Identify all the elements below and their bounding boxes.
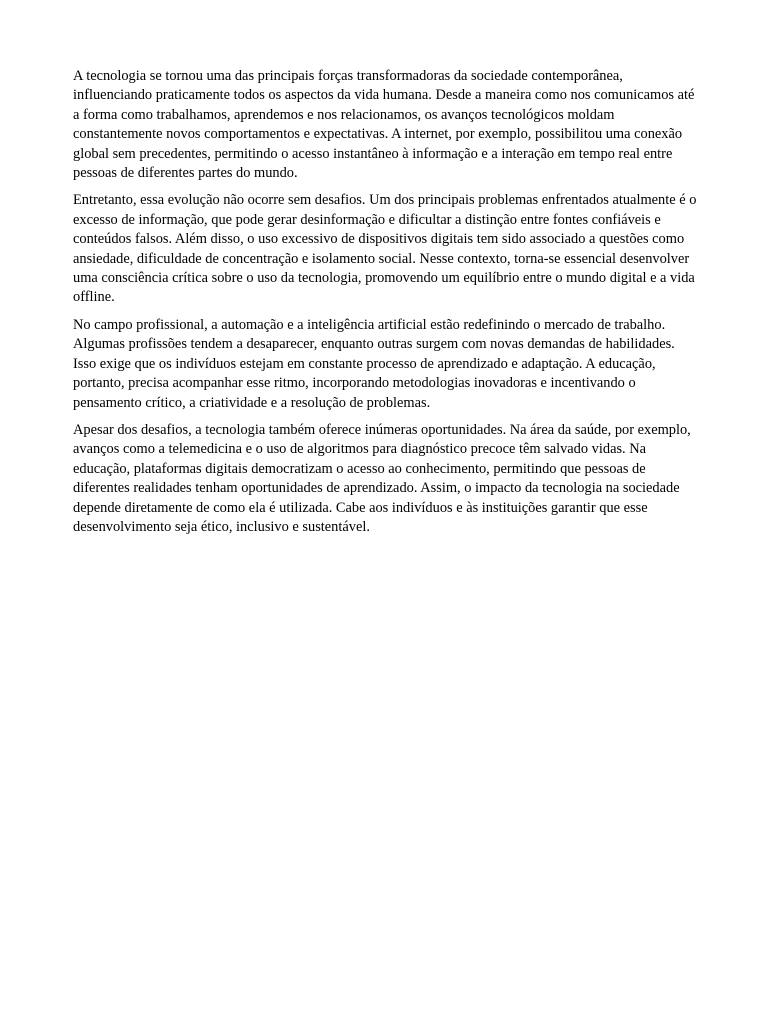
paragraph-1: A tecnologia se tornou uma das principais forças transformadoras da sociedade contemporânea, influenciando praticamente todos os aspectos da vida humana. Desde a maneira como nos comunicamos até a forma como trabalhamos, aprendemos e nos relacionamos, os avanços tecnológicos moldam constantemente novos comportamentos e expectativas. A internet, por exemplo, possibilitou uma conexão global sem precedentes, permitindo o acesso instantâneo à informação e a interação em tempo real entre pessoas de diferentes partes do mundo. bbox=[73, 68, 695, 182]
paragraph-2: Entretanto, essa evolução não ocorre sem desafios. Um dos principais problemas enfrentados atualmente é o excesso de informação, que pode gerar desinformação e dificultar a distinção entre fontes confiáveis e conteúdos falsos. Além disso, o uso excessivo de dispositivos digitais tem sido associado a questões como ansiedade, dificuldade de concentração e isolamento social. Nesse contexto, torna-se essencial desenvolver uma consciência crítica sobre o uso da tecnologia, promovendo um equilíbrio entre o mundo digital e a vida offline. bbox=[73, 192, 697, 306]
document-body bbox=[73, 67, 699, 545]
paragraph-4: Apesar dos desafios, a tecnologia também oferece inúmeras oportunidades. Na área da saúde, por exemplo, avanços como a telemedicina e o uso de algoritmos para diagnóstico precoce têm salvado vidas. Na educação, plataformas digitais democratizam o acesso ao conhecimento, permitindo que pessoas de diferentes realidades tenham oportunidades de aprendizado. Assim, o impacto da tecnologia na sociedade depende diretamente de como ela é utilizada. Cabe aos indivíduos e às instituições garantir que esse desenvolvimento seja ético, inclusivo e sustentável. bbox=[73, 421, 691, 535]
paragraph-3: No campo profissional, a automação e a inteligência artificial estão redefinindo o mercado de trabalho. Algumas profissões tendem a desaparecer, enquanto outras surgem com novas demandas de habilidades. Isso exige que os indivíduos estejam em constante processo de aprendizado e adaptação. A educação, portanto, precisa acompanhar esse ritmo, incorporando metodologias inovadoras e incentivando o pensamento crítico, a criatividade e a resolução de problemas. bbox=[73, 316, 675, 411]
